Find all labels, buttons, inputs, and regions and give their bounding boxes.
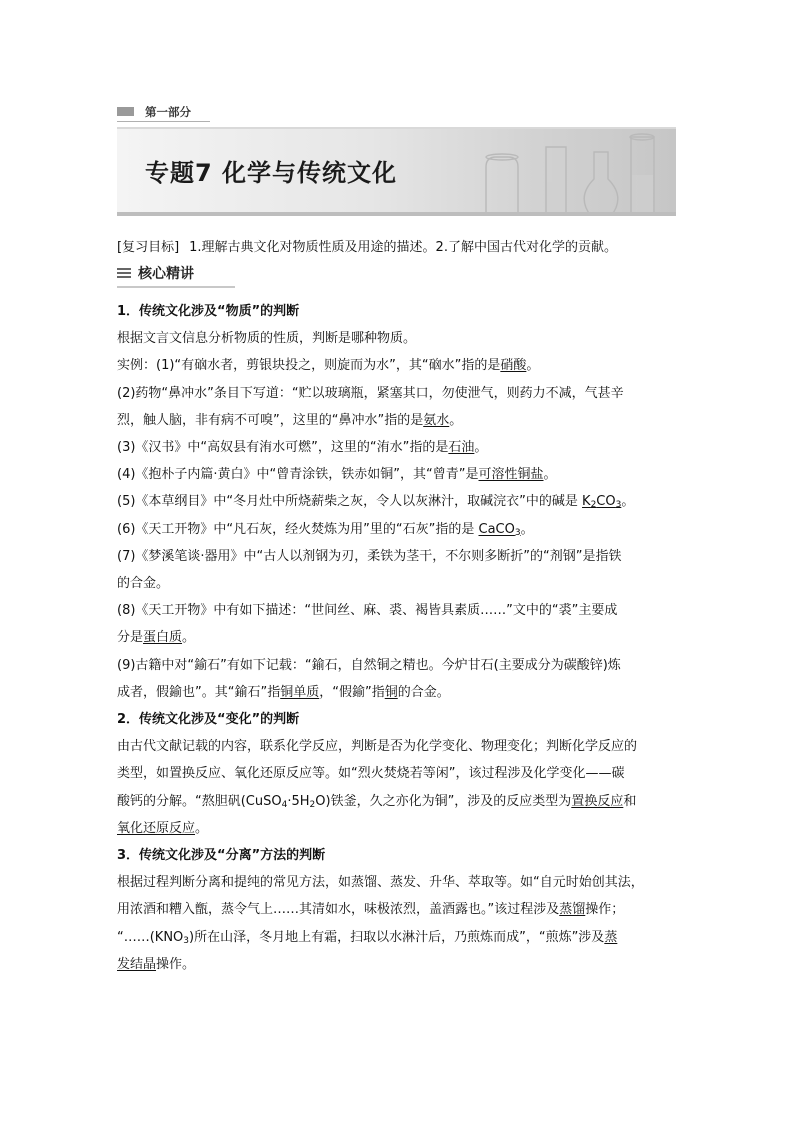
s3-line-4: [117, 951, 677, 978]
text-span: ，“假鍮”指: [319, 684, 385, 700]
answer-span: 发结晶: [117, 956, 157, 972]
formula-subscript: 2: [309, 799, 316, 810]
s1-example-2: [117, 380, 677, 407]
s1-example-1: [117, 352, 677, 379]
text-span: (6)《天工开物》中“凡石灰，经火焚炼为用”里的“石灰”指的是: [117, 521, 479, 537]
document-body: [117, 298, 677, 978]
formula-part: CaCO: [478, 521, 515, 537]
text-span: 。: [195, 820, 209, 836]
text-span: “……(KNO: [117, 929, 184, 945]
text-span: 。: [543, 467, 557, 483]
s3-heading: 3．传统文化涉及“分离”方法的判断: [117, 848, 326, 864]
s1-example-8: [117, 597, 677, 624]
text-span: 烈，触人脑，非有病不可嗅”，这里的“鼻冲水”指的是: [117, 412, 424, 428]
formula-subscript: 3: [183, 935, 190, 946]
part-label-bar-icon: [117, 107, 134, 116]
list-lines-icon: [117, 268, 131, 280]
section-heading-divider: [117, 286, 235, 288]
text-span: 的合金。: [397, 684, 450, 700]
s1-example-9: [117, 652, 677, 679]
banner-bottom-line: [117, 212, 676, 216]
answer-span: 置换反应: [571, 793, 624, 809]
formula-subscript: 2: [590, 500, 597, 511]
s1-example-5: [117, 488, 677, 515]
answer-span: 蛋白质: [143, 630, 183, 646]
glassware-illustration-icon: [416, 127, 676, 216]
text-span: 。: [621, 494, 635, 510]
text-span: 。: [520, 521, 534, 537]
formula-part: CO: [596, 494, 616, 510]
text-span: (9)古籍中对“鍮石”有如下记载：“鍮石，自然铜之精也。今炉甘石(主要成分为碳酸锌)炼: [117, 657, 621, 673]
text-span: (4)《抱朴子内篇·黄白》中“曾青涂铁，铁赤如铜”，其“曾青”是: [117, 467, 479, 483]
answer-span: 蒸馏: [559, 902, 586, 918]
text-span: 成者，假鍮也”。其“鍮石”指: [117, 684, 281, 700]
text-span: ·5H: [287, 793, 310, 809]
s1-heading: 1．传统文化涉及“物质”的判断: [117, 304, 300, 319]
title-banner: [117, 127, 676, 216]
formula-subscript: 3: [514, 527, 521, 538]
text-span: 用浓酒和糟入甑，蒸令气上……其清如水，味极浓烈，盖酒露也。”该过程涉及: [117, 902, 560, 918]
formula-part: K: [582, 494, 591, 510]
s1-example-8-cont: [117, 624, 677, 651]
text-span: (3)《汉书》中“高奴县有洧水可燃”，这里的“洧水”指的是: [117, 440, 449, 456]
text-span: 和: [623, 793, 637, 809]
text-span: 酸钙的分解。“熬胆矾(CuSO: [117, 793, 282, 809]
s2-line-3: [117, 788, 677, 815]
text-span: 的合金。: [117, 576, 170, 592]
text-span: (2)药物“鼻冲水”条目下写道：“贮以玻璃瓶，紧塞其口，勿使泄气，则药力不减，气甚辛: [117, 385, 624, 401]
text-span: 。: [526, 358, 540, 374]
s1-example-7: [117, 543, 677, 570]
s3-line-1: 根据过程判断分离和提纯的常见方法，如蒸馏、蒸发、升华、萃取等。如“自元时始创其法，: [117, 875, 644, 891]
text-span: )所在山泽，冬月地上有霜，扫取以水淋汁后，乃煎炼而成”，“煎炼”涉及: [189, 929, 605, 945]
text-span: (7)《梦溪笔谈·器用》中“古人以剂钢为刃，柔铁为茎干，不尔则多断折”的“剂钢”是指铁: [117, 548, 622, 564]
review-goals: [117, 239, 617, 257]
formula-subscript: 4: [281, 799, 288, 810]
s1-example-6: [117, 516, 677, 543]
s1-example-3: [117, 434, 677, 461]
review-goals-text: 1.理解古典文化对物质性质及用途的描述。2.了解中国古代对化学的贡献。: [189, 240, 617, 255]
answer-span: 铜: [384, 684, 398, 700]
part-label-divider: [117, 121, 210, 122]
review-goals-tag: [复习目标]: [117, 240, 180, 255]
s3-line-3: [117, 924, 677, 951]
text-span: O)铁釜，久之亦化为铜”，涉及的反应类型为: [315, 793, 572, 809]
answer-span: 硝酸: [500, 358, 527, 374]
answer-span: 氨水: [423, 412, 450, 428]
formula-subscript: 3: [615, 500, 622, 511]
answer-span: 石油: [448, 440, 475, 456]
s2-line-2: 类型，如置换反应、氧化还原反应等。如“烈火焚烧若等闲”，该过程涉及化学变化——碳: [117, 766, 625, 782]
text-span: 操作。: [156, 956, 196, 972]
s2-heading: 2．传统文化涉及“变化”的判断: [117, 712, 300, 728]
answer-span: 铜单质: [280, 684, 320, 700]
answer-span: 蒸: [604, 929, 618, 945]
s1-example-9-cont: [117, 679, 677, 706]
part-label-strip: [117, 104, 210, 120]
s1-example-7-cont: [117, 570, 677, 597]
s3-line-2: [117, 896, 677, 923]
text-span: (8)《天工开物》中有如下描述：“世间丝、麻、裘、褐皆具素质……”文中的“裘”主要成: [117, 603, 618, 619]
s2-line-1: 由古代文献记载的内容，联系化学反应，判断是否为化学变化、物理变化；判断化学反应的: [117, 739, 638, 755]
answer-span: 可溶性铜盐: [478, 467, 544, 483]
text-span: 操作；: [585, 902, 625, 918]
s2-line-4: [117, 815, 677, 842]
text-span: 实例：(1)“有硇水者，剪银块投之，则旋而为水”，其“硇水”指的是: [117, 358, 501, 374]
s1-intro: 根据文言文信息分析物质的性质，判断是哪种物质。: [117, 331, 417, 347]
text-span: 分是: [117, 630, 144, 646]
section-heading-label: 核心精讲: [138, 266, 194, 282]
answer-span: [582, 494, 621, 509]
section-heading: [117, 262, 235, 286]
text-span: (5)《本草纲目》中“冬月灶中所烧薪柴之灰，令人以灰淋汁，取碱浣衣”中的碱是: [117, 494, 583, 510]
text-span: 。: [474, 440, 488, 456]
s1-example-4: [117, 461, 677, 488]
text-span: 。: [449, 412, 463, 428]
text-span: 。: [182, 630, 196, 646]
page-title: 专题7 化学与传统文化: [145, 159, 398, 187]
part-label: 第一部分: [145, 105, 191, 119]
s1-example-2-cont: [117, 407, 677, 434]
answer-span: 氧化还原反应: [117, 820, 196, 836]
answer-span: [479, 522, 521, 537]
